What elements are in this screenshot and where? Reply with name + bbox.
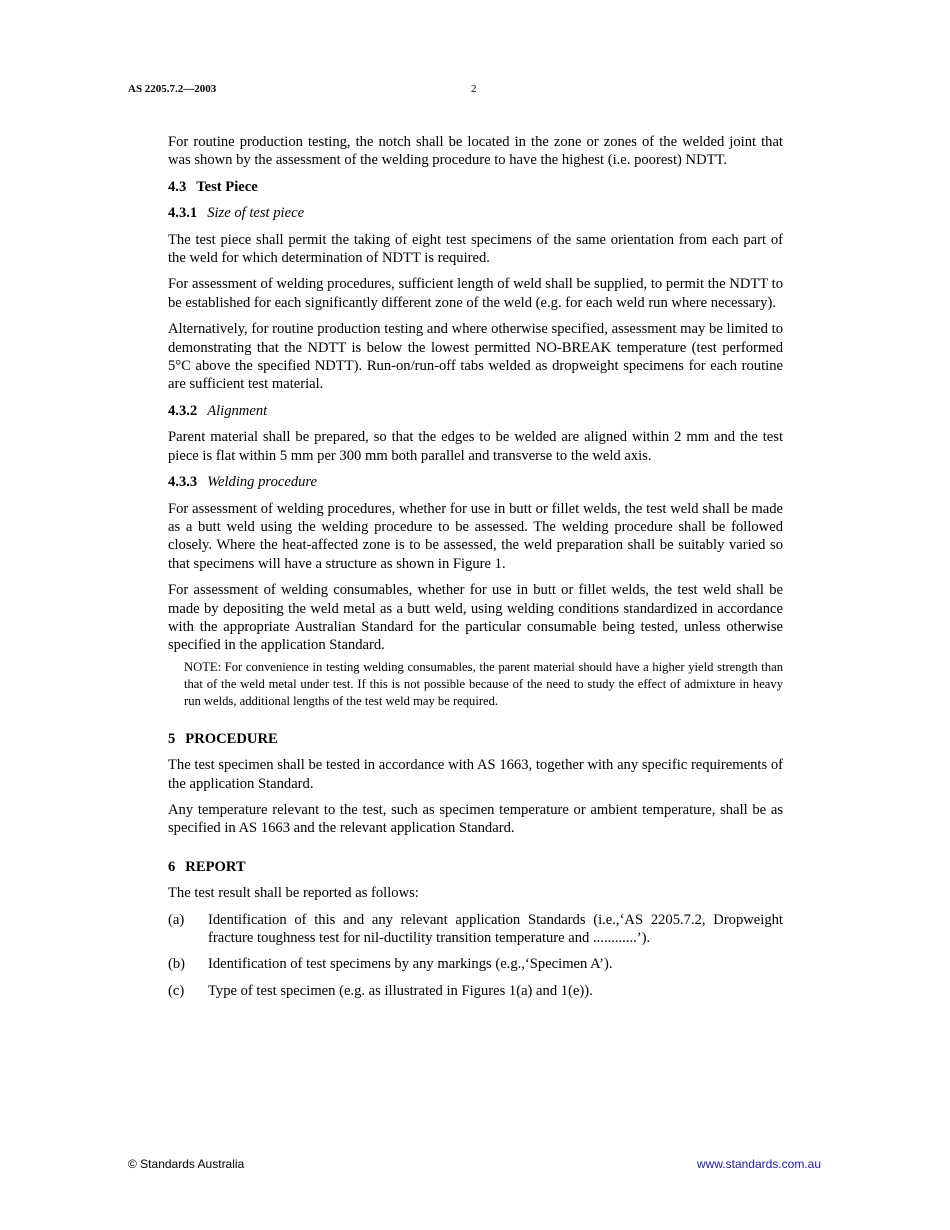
paragraph: Alternatively, for routine production testing and where otherwise specified, assessment may be limited to demonstrating that the NDTT is below the lowest permitted NO-BREAK temperature (test performed 5°C above the specified NDTT). Run-on/run-off tabs welded as dropweight specimens for each routine are sufficient test material.	[168, 321, 783, 393]
list-item	[168, 982, 783, 1000]
list-label: (c)	[168, 982, 185, 999]
section-title: Size of test piece	[207, 205, 305, 222]
section-title: PROCEDURE	[185, 730, 278, 747]
paragraph: For assessment of welding consumables, whether for use in butt or fillet welds, the test weld shall be made by depositing the weld metal as a butt weld, using welding conditions standardized in accordance with the appropriate Australian Standard for the particular consumable being tested, unless otherwise specified in the application Standard.	[168, 582, 783, 654]
footer-copyright: © Standards Australia	[128, 1157, 245, 1171]
section-number: 4.3	[168, 178, 187, 195]
section-5-heading	[168, 730, 783, 748]
header-standard-id: AS 2205.7.2—2003	[128, 83, 217, 95]
paragraph: For assessment of welding procedures, sufficient length of weld shall be supplied, to permit the NDTT to be established for each significantly different zone of the weld (e.g. for each weld run where necessary).	[168, 276, 783, 311]
list-label: (b)	[168, 956, 186, 973]
section-number: 4.3.2	[168, 402, 198, 419]
list-item	[168, 911, 783, 948]
section-number: 4.3.3	[168, 474, 198, 491]
section-title: Test Piece	[196, 178, 258, 195]
paragraph: The test specimen shall be tested in accordance with AS 1663, together with any specific requirements of the application Standard.	[168, 757, 783, 792]
paragraph: For assessment of welding procedures, whether for use in butt or fillet welds, the test weld shall be made as a butt weld using the welding procedure to be assessed. The welding procedure shall be followed closely. Where the heat-affected zone is to be assessed, the weld preparation shall be suitably varied so that specimens will have a structure as shown in Figure 1.	[168, 500, 783, 572]
section-4-3-1-heading	[168, 204, 783, 222]
section-number: 4.3.1	[168, 205, 198, 222]
paragraph: The test result shall be reported as follows:	[168, 885, 419, 902]
list-item	[168, 955, 783, 973]
list-text: Identification of this and any relevant application Standards (i.e.,‘AS 2205.7.2, Dropweight fracture toughness test for nil-ductility transition temperature and ............’).	[208, 911, 783, 946]
section-6-heading	[168, 858, 783, 876]
paragraph: Parent material shall be prepared, so that the edges to be welded are aligned within 2 mm and the test piece is flat within 5 mm per 300 mm both parallel and transverse to the weld axis.	[168, 429, 783, 464]
section-4-3-heading	[168, 178, 783, 196]
page-number: 2	[471, 83, 477, 95]
section-number: 5	[168, 730, 176, 747]
paragraph: The test piece shall permit the taking of eight test specimens of the same orientation from each part of the weld for which determination of NDTT is required.	[168, 231, 783, 267]
list-text: Identification of test specimens by any markings (e.g.,‘Specimen A’).	[208, 956, 613, 973]
footer-website-link[interactable]: www.standards.com.au	[696, 1157, 821, 1171]
section-4-3-2-heading	[168, 402, 783, 420]
list-label: (a)	[168, 911, 185, 928]
list-text: Type of test specimen (e.g. as illustrated in Figures 1(a) and 1(e)).	[208, 982, 593, 999]
note: NOTE: For convenience in testing welding consumables, the parent material should have a higher yield strength than that of the weld metal under test. If this is not possible because of the need to study the effect of admixture in heavy run welds, additional lengths of the test weld may be required.	[184, 659, 783, 708]
section-4-3-3-heading	[168, 473, 783, 491]
paragraph: Any temperature relevant to the test, such as specimen temperature or ambient temperature, shall be as specified in AS 1663 and the relevant application Standard.	[168, 801, 783, 837]
intro-paragraph: For routine production testing, the notch shall be located in the zone or zones of the welded joint that was shown by the assessment of the welding procedure to have the highest (i.e. poorest) NDTT.	[168, 134, 783, 169]
section-title: REPORT	[185, 858, 246, 875]
document-body	[168, 133, 783, 1008]
section-title: Welding procedure	[207, 474, 318, 491]
section-number: 6	[168, 858, 176, 875]
section-title: Alignment	[207, 402, 268, 419]
